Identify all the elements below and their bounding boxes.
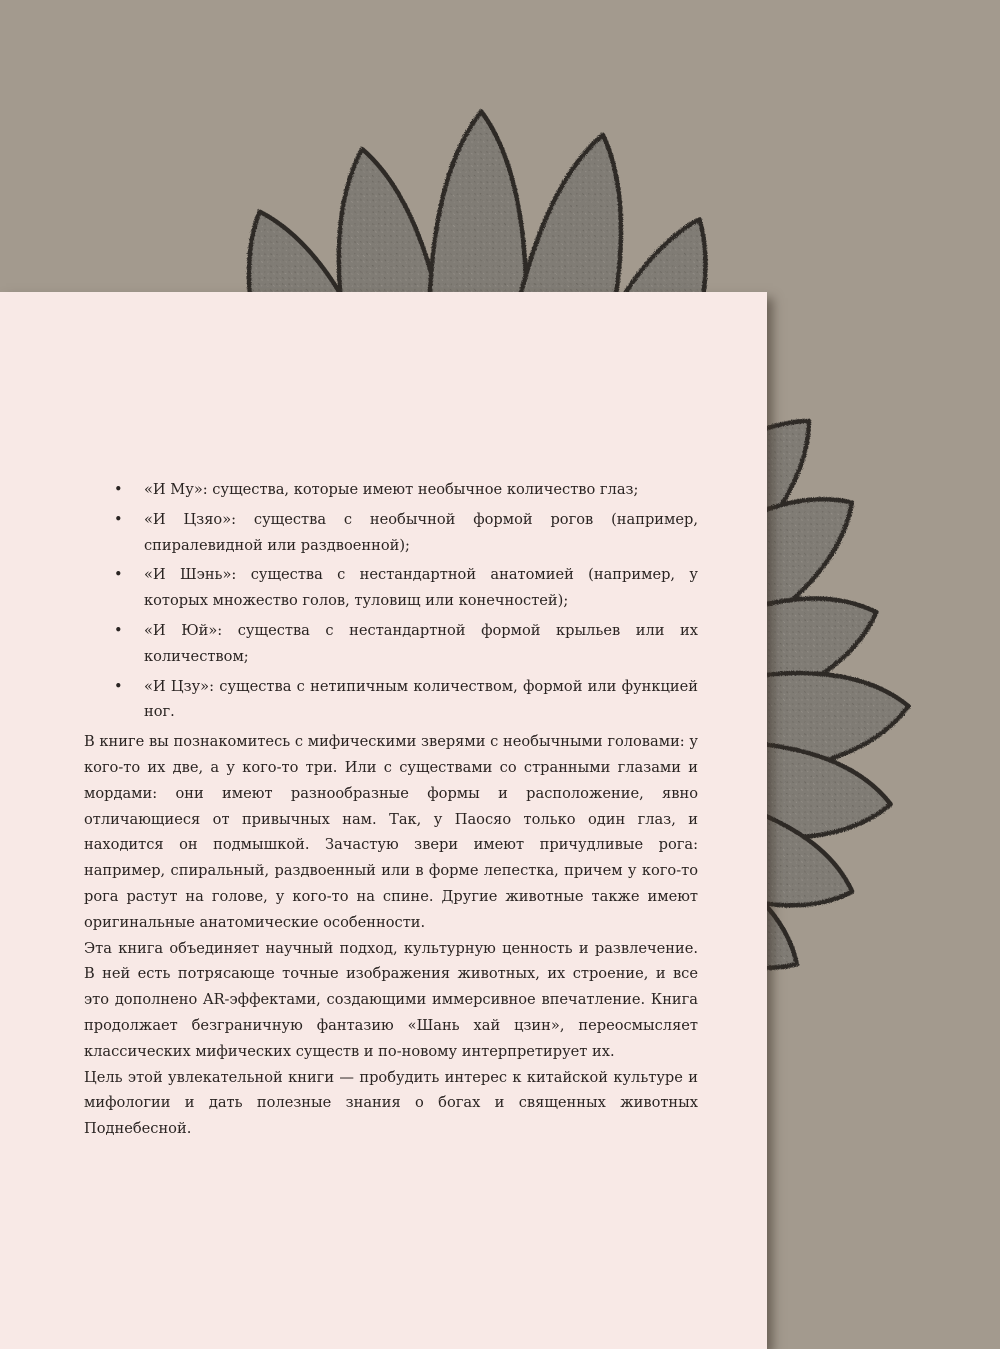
list-item: • «И Му»: существа, которые имеют необычное количество глаз; (84, 477, 698, 503)
paragraph: Эта книга объединяет научный подход, культурную ценность и развлечение. В ней есть потрясающе точные изображения животных, их строение, и все это дополнено AR-эффектами, создающими иммерсивное впечатление. Книга продолжает безграничную фантазию «Шань хай цзин», переосмысляет классических мифических существ и по-новому интерпретирует их. (84, 939, 698, 1060)
text-body (84, 477, 698, 1142)
paragraph: В книге вы познакомитесь с мифическими зверями с необычными головами: у кого-то их две, а у кого-то три. Или с существами со странными глазами и мордами: они имеют разнообразные формы и расположение, явно отличающиеся от привычных нам. Так, у Паосяо только один глаз, и находится он подмышкой. Зачастую звери имеют причудливые рога: например, спиральный, раздвоенный или в форме лепестка, причем у кого-то рога растут на голове, у кого-то на спине. Другие животные также имеют оригинальные анатомические особенности. (84, 733, 698, 931)
paragraph: Цель этой увлекательной книги — пробудить интерес к китайской культуре и мифологии и дать полезные знания о богах и священных животных Поднебесной. (84, 1068, 698, 1138)
list-item: • «И Шэнь»: существа с нестандартной анатомией (например, у которых множество голов, туловищ или конечностей); (84, 562, 698, 614)
text-panel (0, 292, 767, 1349)
creature-categories-list (84, 477, 698, 725)
list-item: • «И Цзу»: существа с нетипичным количеством, формой или функцией ног. (84, 674, 698, 726)
list-item: • «И Юй»: существа с нестандартной формой крыльев или их количеством; (84, 618, 698, 670)
list-item: • «И Цзяо»: существа с необычной формой рогов (например, спиралевидной или раздвоенной); (84, 507, 698, 559)
